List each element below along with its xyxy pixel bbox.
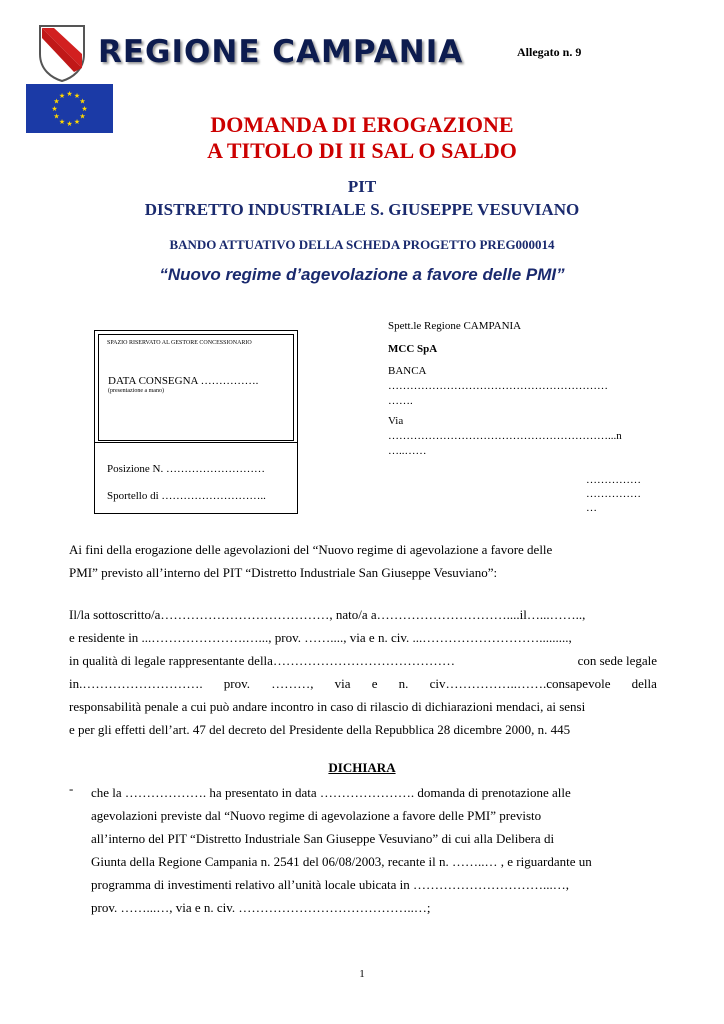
document-title-line2: A TITOLO DI II SAL O SALDO (207, 138, 517, 163)
addr-via: Via (388, 415, 404, 427)
form-in: in.………………………. (69, 676, 203, 691)
form-line-residente: e residente in ...………………….…..., prov. ……...., via e n. civ. ...………………………........., (69, 630, 572, 645)
document-title-line1: DOMANDA DI EROGAZIONE (210, 112, 514, 137)
form-n: n. (398, 676, 409, 691)
regime-subtitle: “Nuovo regime d’agevolazione a favore delle PMI” (159, 265, 565, 284)
data-consegna-field: DATA CONSEGNA ……………. (108, 375, 259, 387)
box-divider (95, 442, 297, 443)
form-della: della (631, 676, 657, 691)
addr-mcc: MCC SpA (388, 343, 438, 355)
form-line-indirizzo (69, 672, 657, 695)
eu-star-icon: ★ (81, 105, 88, 113)
eu-star-icon: ★ (58, 117, 66, 126)
form-civ: civ……………..…….consapevole (429, 676, 611, 691)
reserved-box (94, 330, 298, 514)
addr-via-dots: ……………………………………………………...n (388, 430, 622, 442)
intro-line2: PMI” previsto all’interno del PIT “Distretto Industriale San Giuseppe Vesuviano”: (69, 565, 498, 580)
eu-star-icon: ★ (73, 92, 81, 101)
declaration-item (91, 781, 657, 919)
addr-extra2: …………… (586, 488, 641, 500)
form-legale-rappresentante: in qualità di legale rappresentante della…………………………………… (69, 653, 455, 668)
form-line-responsabilita: responsabilità penale a cui può andare incontro in caso di rilascio di dichiarazioni mendaci, ai sensi (69, 699, 586, 714)
eu-star-icon: ★ (66, 120, 73, 128)
item-line3: all’interno del PIT “Distretto Industriale San Giuseppe Vesuviano” di cui alla Delibera di (91, 831, 555, 846)
posizione-field: Posizione N. ……………………… (107, 463, 265, 475)
eu-star-icon: ★ (53, 112, 60, 121)
declarant-form (69, 603, 657, 741)
eu-star-icon: ★ (58, 92, 66, 101)
addr-via-dots2: …..…… (388, 445, 427, 457)
item-line4: Giunta della Regione Campania n. 2541 del 06/08/2003, recante il n. ……..… , e riguardante un (91, 854, 592, 869)
regione-campania-shield-icon (38, 24, 86, 82)
addr-extra3: … (586, 502, 597, 514)
regione-campania-logo-text: REGIONE CAMPANIA (98, 34, 464, 70)
item-line2: agevolazioni previste dal “Nuovo regime di agevolazione a favore delle PMI” previsto (91, 808, 542, 823)
addr-banca-dots: …………………………………………………… (388, 380, 608, 392)
form-line-dpr: e per gli effetti dell’art. 47 del decreto del Presidente della Repubblica 28 dicembre 2000, n. 445 (69, 722, 571, 737)
form-prov: prov. (223, 676, 251, 691)
item-dash: - (69, 781, 74, 796)
eu-star-icon: ★ (66, 90, 73, 98)
form-via: via (334, 676, 351, 691)
addr-banca-dots2: ……. (388, 395, 413, 407)
presentazione-note: (presentazione a mano) (108, 388, 164, 394)
reserved-inner-box (98, 334, 294, 441)
item-line6: prov. ……...…, via e n. civ. …………………………………..…; (91, 900, 431, 915)
intro-text (69, 538, 657, 584)
eu-star-icon: ★ (73, 117, 81, 126)
eu-star-icon: ★ (79, 97, 86, 106)
allegato-label: Allegato n. 9 (517, 45, 582, 59)
reserved-label: SPAZIO RISERVATO AL GESTORE CONCESSIONARIO (107, 340, 252, 346)
pit-label: PIT (347, 177, 377, 196)
sportello-field: Sportello di ……………………….. (107, 490, 266, 502)
item-line1: che la ………………. ha presentato in data …………………. domanda di prenotazione alle (91, 785, 571, 800)
item-line5: programma di investimenti relativo all’unità locale ubicata in …………………………...…, (91, 877, 570, 892)
bando-heading: BANDO ATTUATIVO DELLA SCHEDA PROGETTO PREG000014 (169, 237, 555, 252)
eu-star-icon: ★ (79, 112, 86, 121)
form-line-sottoscritto: Il/la sottoscritto/a…………………………………, nato/a a…………………………....il…...…….., (69, 607, 586, 622)
form-e: e (371, 676, 378, 691)
form-sede-legale: con sede legale (577, 653, 657, 668)
form-prov-dots: ………, (271, 676, 314, 691)
addr-spett: Spett.le Regione CAMPANIA (388, 320, 522, 332)
pit-distretto: DISTRETTO INDUSTRIALE S. GIUSEPPE VESUVIANO (144, 200, 580, 219)
dichiara-heading: DICHIARA (328, 760, 396, 775)
page-number: 1 (359, 968, 365, 980)
intro-line1: Ai fini della erogazione delle agevolazioni del “Nuovo regime di agevolazione a favore delle (69, 542, 553, 557)
addr-extra1: …………… (586, 474, 641, 486)
eu-star-icon: ★ (53, 97, 60, 106)
addr-banca: BANCA (388, 365, 427, 377)
eu-star-icon: ★ (51, 105, 58, 113)
form-line-legale (69, 649, 657, 672)
